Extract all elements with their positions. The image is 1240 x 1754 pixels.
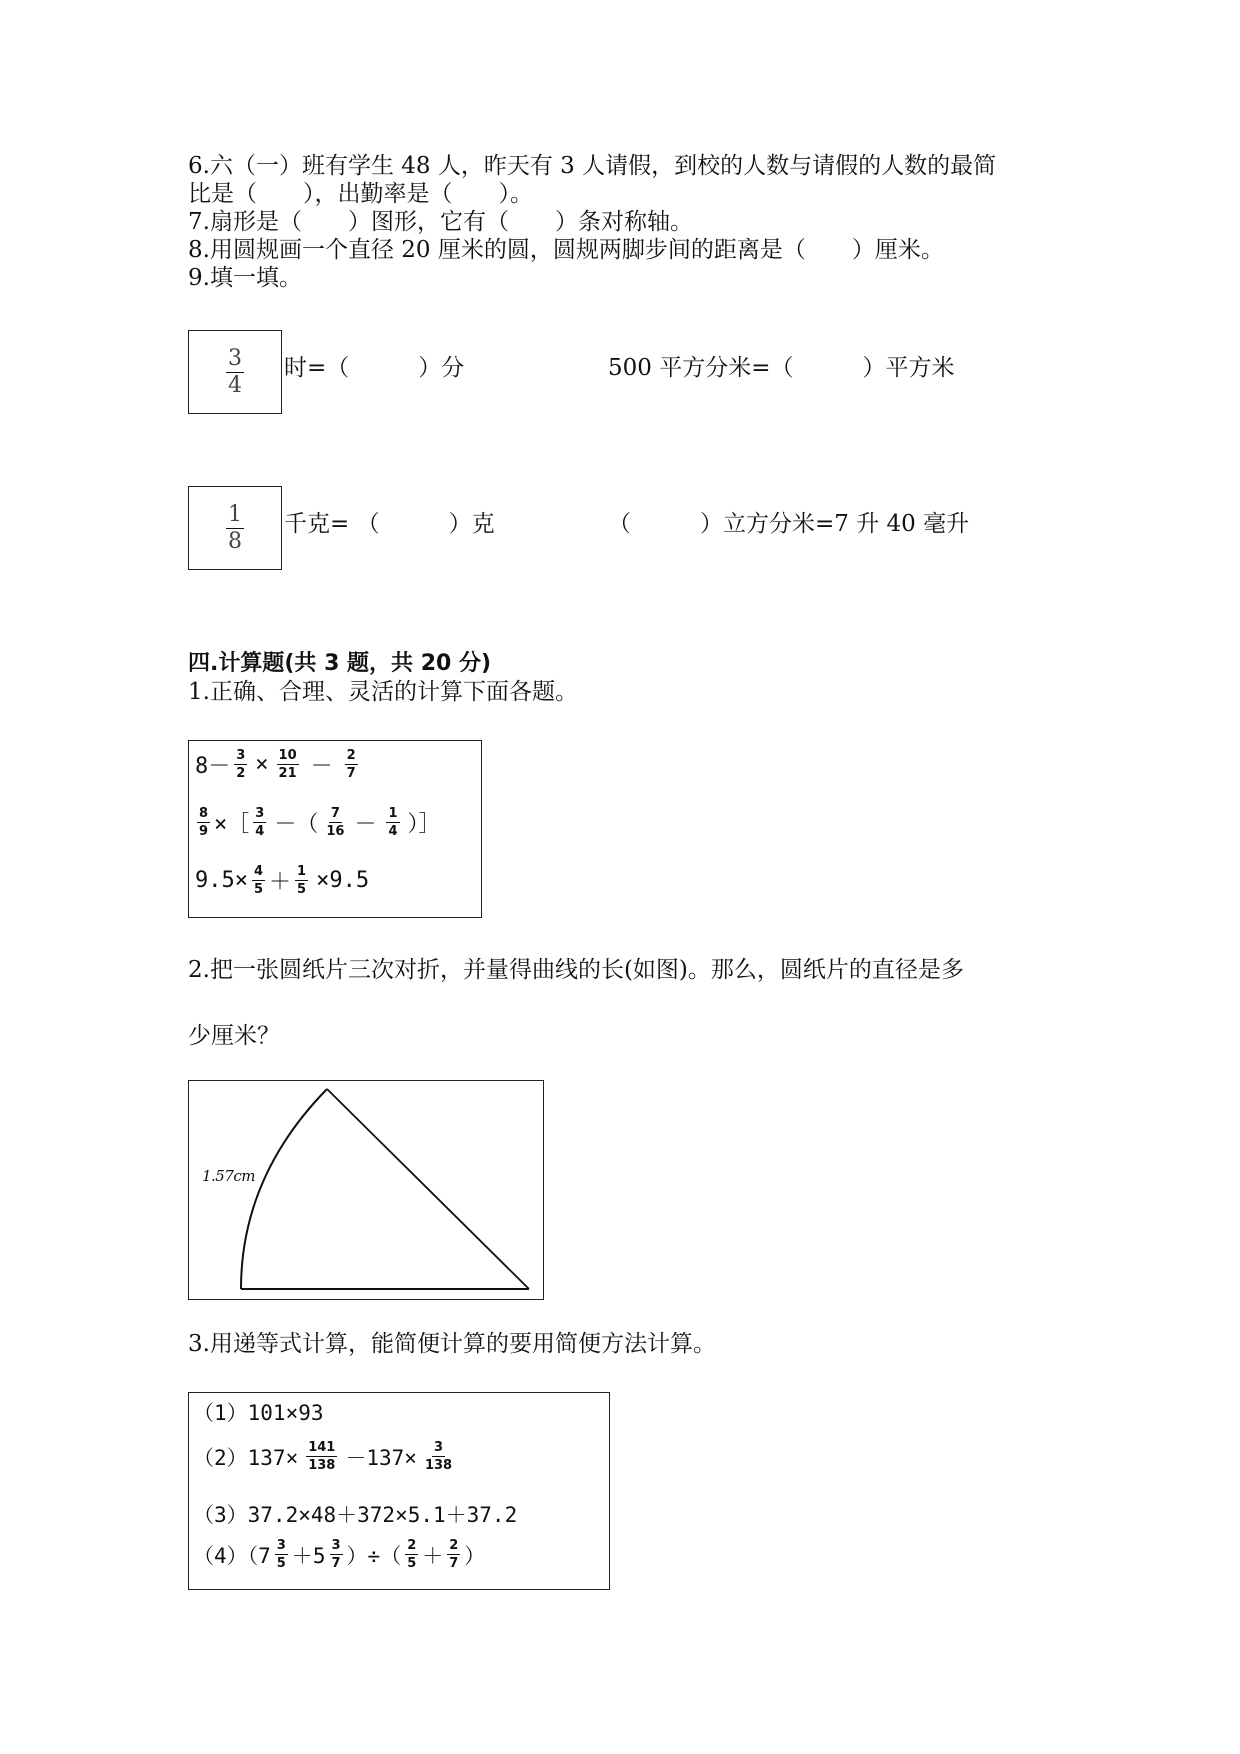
numerator: 3 [255, 806, 265, 821]
expr-text: －137× [345, 1445, 417, 1470]
numerator: 2 [407, 1538, 417, 1553]
fraction [425, 1441, 452, 1472]
expr-text: 9.5× [195, 868, 248, 893]
calc-row-1: （1）101×93 [193, 1401, 324, 1425]
calc-row-3: （3）37.2×48＋372×5.1＋37.2 [193, 1503, 518, 1527]
denominator: 16 [326, 824, 345, 839]
expr-text: （2）137× [193, 1445, 299, 1470]
calc-box-1 [188, 740, 482, 918]
question-8: 8.用圆规画一个直径 20 厘米的圆，圆规两脚步间的距离是（ ）厘米。 [188, 237, 944, 263]
calc-question-2-line-2: 少厘米？ [188, 1023, 280, 1049]
fraction [447, 1539, 460, 1570]
fraction [275, 1539, 288, 1570]
fraction-denominator: 4 [228, 372, 242, 398]
expr-text: （4）（7 [193, 1543, 271, 1568]
fraction [306, 1441, 337, 1472]
denominator: 138 [308, 1458, 336, 1473]
fraction [405, 1539, 418, 1570]
fraction-3-4 [226, 345, 244, 398]
denominator: 4 [388, 824, 398, 839]
numerator: 4 [253, 864, 264, 879]
operator: ＋ [269, 870, 292, 895]
fill-row1-right-text: 500 平方分米=（ ）平方米 [608, 355, 955, 381]
numerator: 141 [308, 1440, 336, 1455]
denominator: 9 [199, 824, 209, 839]
fill-row2-left-text: 千克= （ ）克 [284, 511, 495, 537]
fraction [330, 1539, 343, 1570]
denominator: 138 [424, 1458, 453, 1473]
denominator: 7 [449, 1556, 459, 1571]
arc-length-label: 1.57cm [202, 1167, 256, 1185]
numerator: 3 [433, 1440, 444, 1455]
denominator: 7 [331, 1556, 341, 1571]
calc-row-2 [193, 1441, 460, 1472]
expr-text: ×9.5 [316, 868, 370, 893]
denominator: 5 [253, 882, 264, 897]
calc-question-2-line-1: 2.把一张圆纸片三次对折，并量得曲线的长(如图)。那么，圆纸片的直径是多 [188, 957, 964, 983]
expression-3 [195, 865, 369, 896]
numerator: 2 [449, 1538, 459, 1553]
numerator: 3 [276, 1538, 286, 1553]
expr-text: ） [464, 1543, 486, 1568]
question-7: 7.扇形是（ ）图形，它有（ ）条对称轴。 [188, 209, 693, 235]
denominator: 5 [276, 1556, 286, 1571]
calc-box-3 [188, 1392, 610, 1590]
denominator: 5 [407, 1556, 417, 1571]
fraction [345, 749, 358, 780]
sector-radius-edge [327, 1089, 529, 1289]
fraction [197, 807, 210, 838]
numerator: 1 [297, 864, 307, 879]
question-6-line-1: 6.六（一）班有学生 48 人，昨天有 3 人请假，到校的人数与请假的人数的最简 [188, 153, 997, 179]
operator: －（ [274, 812, 319, 837]
fraction [326, 807, 344, 838]
operator: － [310, 754, 333, 779]
expr-text: ＋ [422, 1543, 444, 1568]
numerator: 2 [346, 748, 356, 763]
expr-text: 8－ [195, 754, 231, 779]
fraction [234, 749, 247, 780]
fraction-numerator: 3 [228, 345, 242, 371]
question-6-line-2: 比是（ ），出勤率是（ ）。 [188, 181, 533, 207]
fraction-box-1-8 [188, 486, 282, 570]
denominator: 21 [278, 766, 297, 781]
fraction [252, 865, 265, 896]
denominator: 2 [236, 766, 246, 781]
operator: ）］ [407, 812, 441, 837]
numerator: 3 [331, 1538, 341, 1553]
calc-row-4 [193, 1539, 485, 1570]
expr-text: ）÷（ [346, 1543, 402, 1568]
sector-figure-box [188, 1080, 544, 1300]
fraction [386, 807, 399, 838]
operator: ×［ [214, 812, 250, 837]
expression-2 [193, 807, 441, 838]
fill-row2-right-text: （ ）立方分米=7 升 40 毫升 [608, 511, 970, 537]
fill-row1-left-text: 时=（ ）分 [284, 355, 465, 381]
fraction [295, 865, 308, 896]
operator: × [255, 752, 269, 777]
denominator: 7 [346, 766, 356, 781]
fraction-1-8 [226, 501, 244, 554]
denominator: 4 [255, 824, 265, 839]
calc-question-1: 1.正确、合理、灵活的计算下面各题。 [188, 679, 578, 705]
expression-1 [195, 749, 362, 780]
fraction [277, 749, 299, 780]
numerator: 3 [236, 748, 246, 763]
calc-question-3: 3.用递等式计算，能简便计算的要用简便方法计算。 [188, 1331, 716, 1357]
numerator: 1 [388, 806, 398, 821]
section-4-title: 四.计算题(共 3 题，共 20 分) [188, 651, 492, 676]
numerator: 10 [278, 748, 297, 763]
denominator: 5 [297, 882, 307, 897]
sector-arc [241, 1089, 327, 1289]
sector-figure [189, 1081, 543, 1299]
question-9: 9.填一填。 [188, 265, 302, 291]
fraction-numerator: 1 [228, 501, 242, 527]
numerator: 7 [330, 806, 340, 821]
numerator: 8 [199, 806, 209, 821]
operator: － [354, 812, 377, 837]
fraction [253, 807, 266, 838]
fraction-denominator: 8 [228, 528, 242, 554]
fraction-box-3-4 [188, 330, 282, 414]
expr-text: ＋5 [291, 1543, 326, 1568]
